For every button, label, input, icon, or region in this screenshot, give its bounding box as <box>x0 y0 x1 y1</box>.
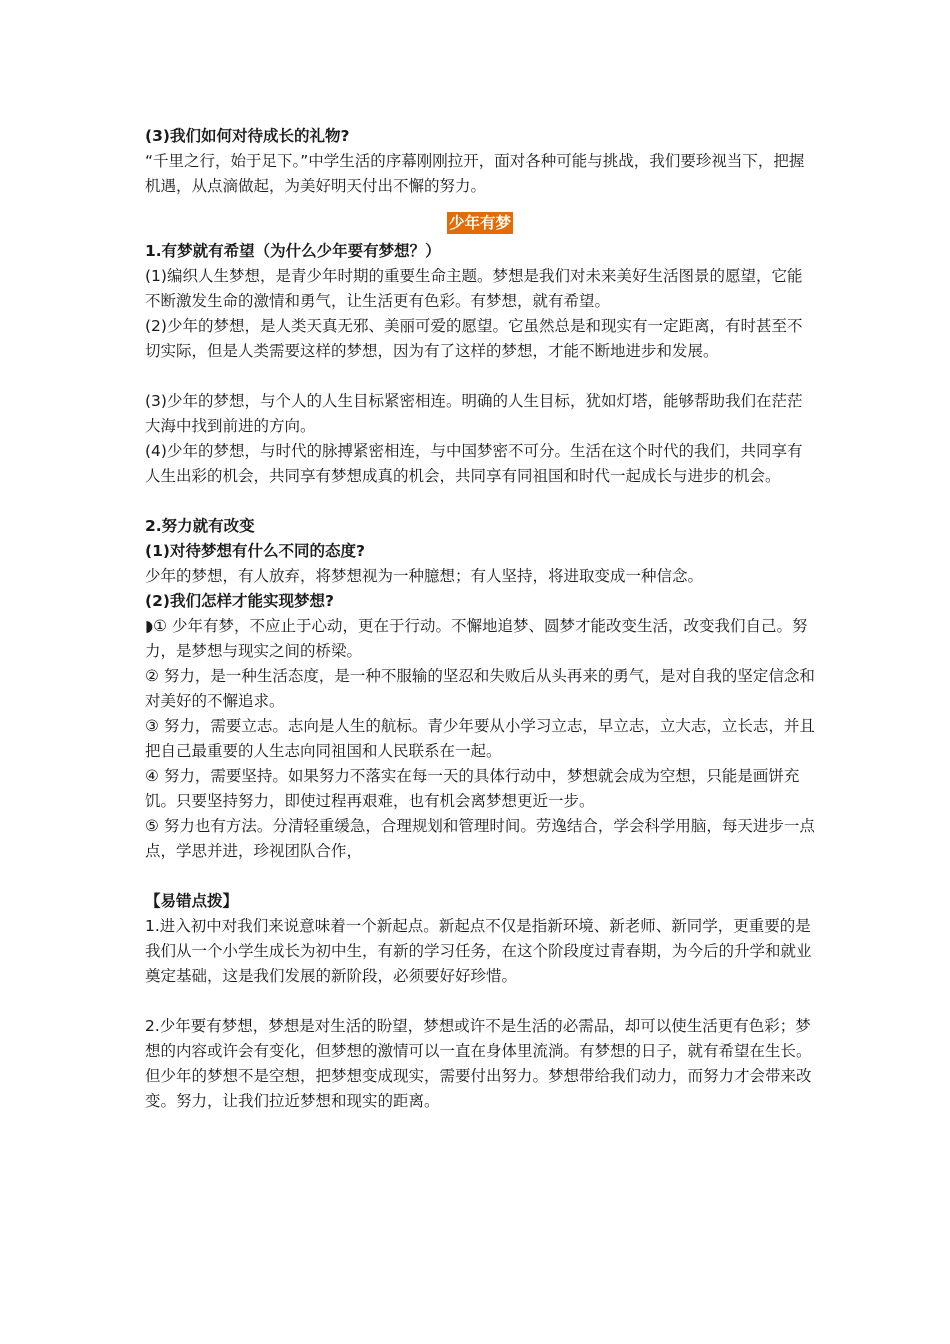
dream-hope-item-3: (3)少年的梦想，与个人的人生目标紧密相连。明确的人生目标，犹如灯塔，能够帮助我们在茫茫大海中找到前进的方向。 <box>145 392 803 435</box>
realize-dream-item-1: ◗① 少年有梦，不应止于心动，更在于行动。不懈地追梦、圆梦才能改变生活，改变我们自己。努力，是梦想与现实之间的桥梁。 <box>145 617 808 660</box>
realize-dream-item-2: ② 努力，是一种生活态度，是一种不服输的坚忍和失败后从头再来的勇气，是对自我的坚定信念和对美好的不懈追求。 <box>145 667 815 710</box>
realize-dream-item-3: ③ 努力，需要立志。志向是人生的航标。青少年要从小学习立志，早立志，立大志，立长志，并且把自己最重要的人生志向同祖国和人民联系在一起。 <box>145 717 815 760</box>
spacer <box>145 364 815 389</box>
spacer <box>145 864 815 889</box>
realize-dream-subheading: (2)我们怎样才能实现梦想? <box>145 592 334 610</box>
spacer <box>145 199 815 211</box>
section-title-badge: 少年有梦 <box>448 214 511 232</box>
tips-item-2: 2.少年要有梦想，梦想是对生活的盼望，梦想或许不是生活的必需品，却可以使生活更有色彩；梦想的内容或许会有变化，但梦想的激情可以一直在身体里流淌。有梦想的日子，就有希望在生长。但少年的梦想不是空想，把梦想变成现实，需要付出努力。梦想带给我们动力，而努力才会带来改变。努力，让我们拉近梦想和现实的距离。 <box>145 1017 812 1110</box>
spacer <box>145 489 815 514</box>
attitude-subheading: (1)对待梦想有什么不同的态度? <box>145 542 365 560</box>
realize-dream-item-5: ⑤ 努力也有方法。分清轻重缓急，合理规划和管理时间。劳逸结合，学会科学用脑，每天进步一点点，学思并进，珍视团队合作， <box>145 817 815 860</box>
spacer <box>145 989 815 1014</box>
dream-hope-item-4: (4)少年的梦想，与时代的脉搏紧密相连，与中国梦密不可分。生活在这个时代的我们，共同享有人生出彩的机会，共同享有梦想成真的机会，共同享有同祖国和时代一起成长与进步的机会。 <box>145 442 803 485</box>
section-title-wrap <box>145 211 815 239</box>
dream-hope-item-2: (2)少年的梦想，是人类天真无邪、美丽可爱的愿望。它虽然总是和现实有一定距离，有时甚至不切实际，但是人类需要这样的梦想，因为有了这样的梦想，才能不断地进步和发展。 <box>145 317 803 360</box>
realize-dream-item-4: ④ 努力，需要坚持。如果努力不落实在每一天的具体行动中，梦想就会成为空想，只能是画饼充饥。只要坚持努力，即使过程再艰难，也有机会离梦想更近一步。 <box>145 767 800 810</box>
tips-item-1: 1.进入初中对我们来说意味着一个新起点。新起点不仅是指新环境、新老师、新同学，更重要的是我们从一个小学生成长为初中生，有新的学习任务，在这个阶段度过青春期，为今后的升学和就业奠定基础，这是我们发展的新阶段，必须要好好珍惜。 <box>145 917 812 985</box>
effort-change-heading: 2.努力就有改变 <box>145 517 255 535</box>
dream-hope-item-1: (1)编织人生梦想，是青少年时期的重要生命主题。梦想是我们对未来美好生活图景的愿望，它能不断激发生命的激情和勇气，让生活更有色彩。有梦想，就有希望。 <box>145 267 803 310</box>
growth-gift-heading: (3)我们如何对待成长的礼物? <box>145 127 350 145</box>
attitude-paragraph: 少年的梦想，有人放弃，将梦想视为一种臆想；有人坚持，将进取变成一种信念。 <box>145 567 704 585</box>
tips-heading: 【易错点拨】 <box>145 892 239 910</box>
growth-gift-paragraph: “千里之行，始于足下。”中学生活的序幕刚刚拉开，面对各种可能与挑战，我们要珍视当下，把握机遇，从点滴做起，为美好明天付出不懈的努力。 <box>145 152 805 195</box>
dream-hope-heading: 1.有梦就有希望（为什么少年要有梦想？） <box>145 242 441 260</box>
document-page <box>145 124 815 1114</box>
